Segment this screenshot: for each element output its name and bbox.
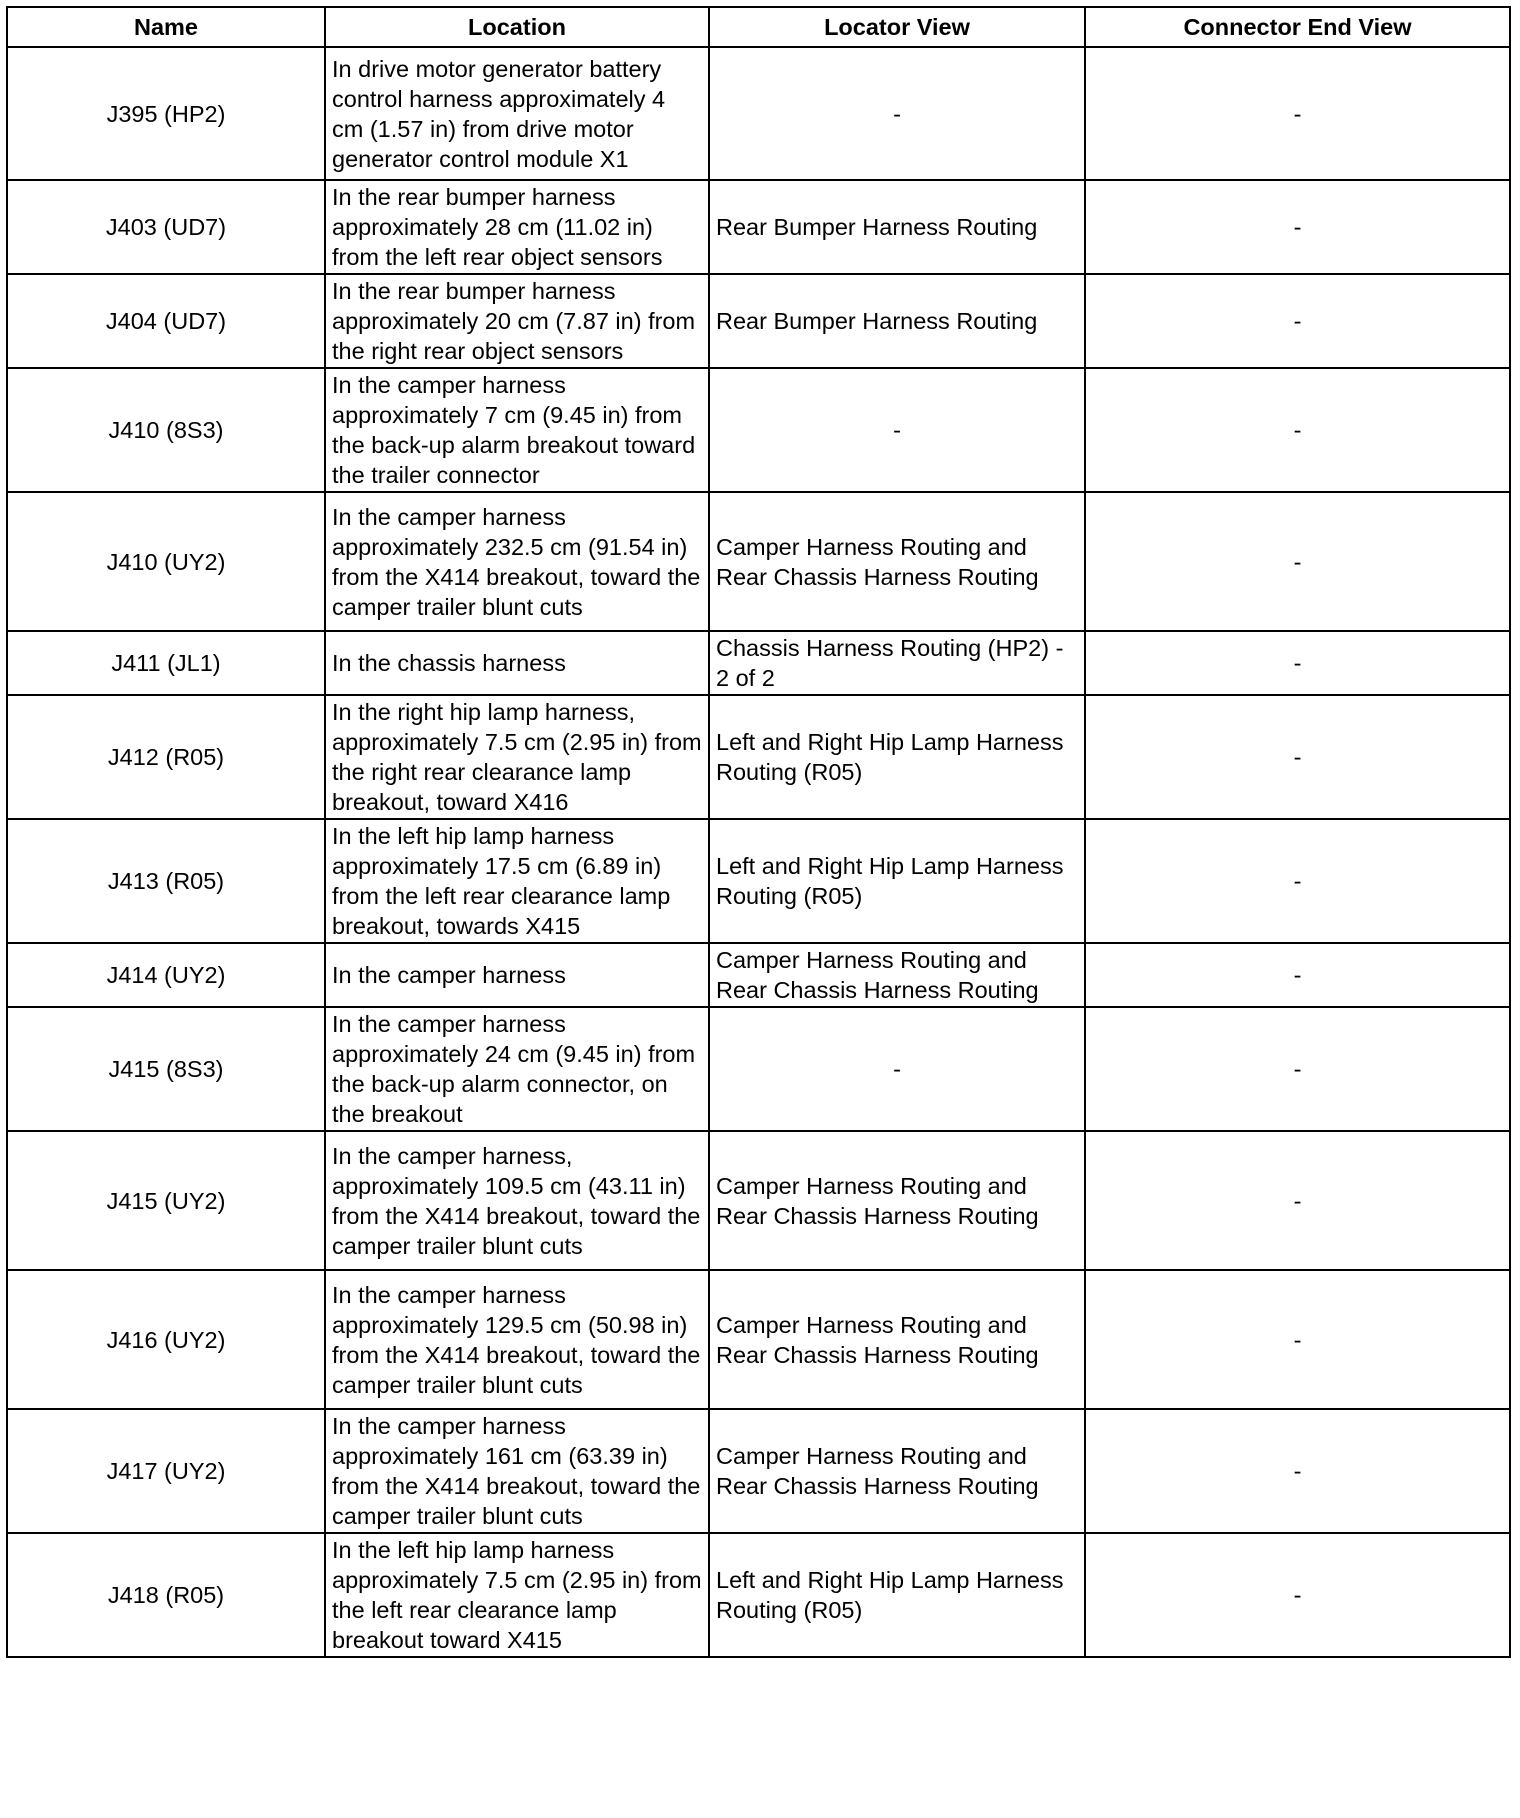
location-cell: In the camper harness [325,943,709,1007]
table-row [7,368,1510,492]
splice-name-cell: J415 (8S3) [7,1007,325,1131]
table-header-row [7,7,1510,47]
column-header-location: Location [325,7,709,47]
connector-end-view-cell: - [1085,1533,1510,1657]
location-cell: In the camper harness approximately 232.5 cm (91.54 in) from the X414 breakout, toward the camper trailer blunt cuts [325,492,709,631]
locator-view-cell: Camper Harness Routing and Rear Chassis Harness Routing [709,1409,1085,1533]
splice-name-cell: J413 (R05) [7,819,325,943]
splice-name-cell: J403 (UD7) [7,180,325,274]
location-cell: In the camper harness approximately 161 cm (63.39 in) from the X414 breakout, toward the camper trailer blunt cuts [325,1409,709,1533]
connector-end-view-cell: - [1085,1270,1510,1409]
table-row [7,631,1510,695]
table-row [7,695,1510,819]
connector-end-view-cell: - [1085,368,1510,492]
column-header-connector-end-view: Connector End View [1085,7,1510,47]
locator-view-cell: Camper Harness Routing and Rear Chassis Harness Routing [709,943,1085,1007]
location-cell: In the camper harness, approximately 109.5 cm (43.11 in) from the X414 breakout, toward the camper trailer blunt cuts [325,1131,709,1270]
splice-name-cell: J416 (UY2) [7,1270,325,1409]
location-cell: In the left hip lamp harness approximately 7.5 cm (2.95 in) from the left rear clearance lamp breakout toward X415 [325,1533,709,1657]
table-row [7,492,1510,631]
location-cell: In the camper harness approximately 129.5 cm (50.98 in) from the X414 breakout, toward the camper trailer blunt cuts [325,1270,709,1409]
connector-end-view-cell: - [1085,274,1510,368]
locator-view-cell: Rear Bumper Harness Routing [709,180,1085,274]
table-row [7,1131,1510,1270]
splice-name-cell: J395 (HP2) [7,47,325,180]
connector-end-view-cell: - [1085,695,1510,819]
splice-name-cell: J410 (8S3) [7,368,325,492]
table-row [7,1409,1510,1533]
locator-view-cell: Left and Right Hip Lamp Harness Routing (R05) [709,819,1085,943]
location-cell: In drive motor generator battery control harness approximately 4 cm (1.57 in) from drive motor generator control module X1 [325,47,709,180]
table-row [7,47,1510,180]
locator-view-cell: Chassis Harness Routing (HP2) - 2 of 2 [709,631,1085,695]
table-row [7,943,1510,1007]
connector-end-view-cell: - [1085,943,1510,1007]
table-row [7,180,1510,274]
locator-view-cell: - [709,47,1085,180]
connector-end-view-cell: - [1085,631,1510,695]
connector-end-view-cell: - [1085,492,1510,631]
splice-name-cell: J415 (UY2) [7,1131,325,1270]
splice-name-cell: J410 (UY2) [7,492,325,631]
locator-view-cell: Rear Bumper Harness Routing [709,274,1085,368]
locator-view-cell: Left and Right Hip Lamp Harness Routing (R05) [709,1533,1085,1657]
connector-end-view-cell: - [1085,1131,1510,1270]
location-cell: In the camper harness approximately 7 cm (9.45 in) from the back-up alarm breakout toward the trailer connector [325,368,709,492]
connector-end-view-cell: - [1085,1409,1510,1533]
connector-end-view-cell: - [1085,1007,1510,1131]
table-row [7,1007,1510,1131]
splice-name-cell: J412 (R05) [7,695,325,819]
splice-name-cell: J417 (UY2) [7,1409,325,1533]
location-cell: In the chassis harness [325,631,709,695]
splice-name-cell: J418 (R05) [7,1533,325,1657]
table-body [7,47,1510,1657]
locator-view-cell: Camper Harness Routing and Rear Chassis Harness Routing [709,1131,1085,1270]
table-row [7,819,1510,943]
location-cell: In the right hip lamp harness, approximately 7.5 cm (2.95 in) from the right rear clearance lamp breakout, toward X416 [325,695,709,819]
table-row [7,1270,1510,1409]
connector-end-view-cell: - [1085,47,1510,180]
table-row [7,274,1510,368]
column-header-locator-view: Locator View [709,7,1085,47]
connector-end-view-cell: - [1085,180,1510,274]
locator-view-cell: Camper Harness Routing and Rear Chassis Harness Routing [709,1270,1085,1409]
location-cell: In the left hip lamp harness approximately 17.5 cm (6.89 in) from the left rear clearance lamp breakout, towards X415 [325,819,709,943]
splice-name-cell: J414 (UY2) [7,943,325,1007]
connector-end-view-cell: - [1085,819,1510,943]
splice-name-cell: J411 (JL1) [7,631,325,695]
splice-location-table [6,6,1511,1658]
location-cell: In the rear bumper harness approximately 20 cm (7.87 in) from the right rear object sensors [325,274,709,368]
locator-view-cell: - [709,368,1085,492]
location-cell: In the rear bumper harness approximately 28 cm (11.02 in) from the left rear object sensors [325,180,709,274]
locator-view-cell: Left and Right Hip Lamp Harness Routing (R05) [709,695,1085,819]
locator-view-cell: - [709,1007,1085,1131]
column-header-name: Name [7,7,325,47]
location-cell: In the camper harness approximately 24 cm (9.45 in) from the back-up alarm connector, on the breakout [325,1007,709,1131]
locator-view-cell: Camper Harness Routing and Rear Chassis Harness Routing [709,492,1085,631]
splice-name-cell: J404 (UD7) [7,274,325,368]
table-row [7,1533,1510,1657]
